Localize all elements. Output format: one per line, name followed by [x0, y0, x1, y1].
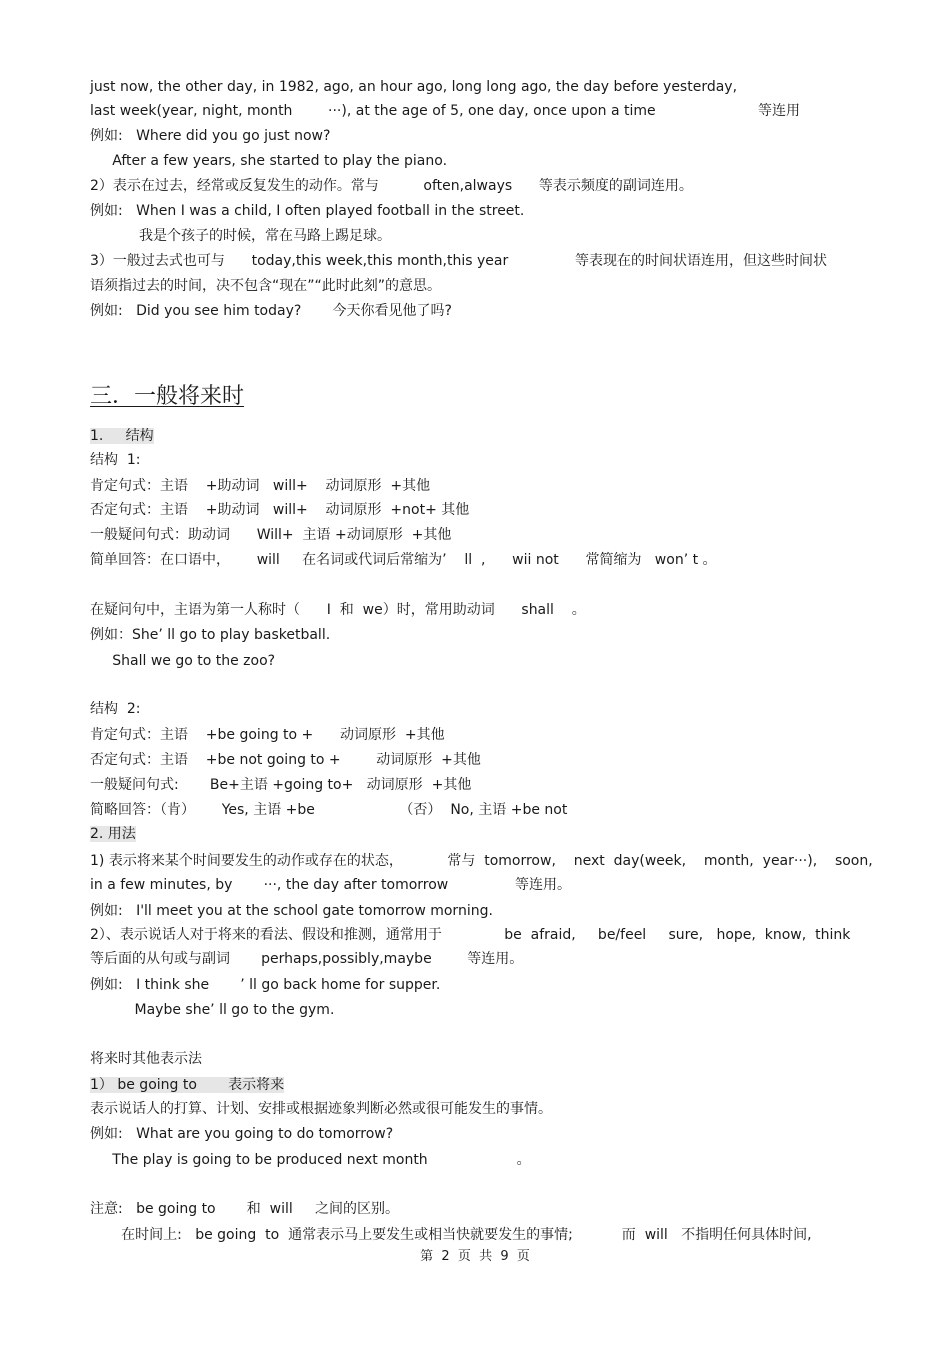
note-title: 注意: be going to 和 will 之间的区别。 [90, 1201, 400, 1217]
structure1-title: 结构 1: [90, 452, 141, 468]
s1-answer: 简单回答：在口语中， will 在名词或代词后常缩为’ ll , wii not 常简缩为 won’ t 。 [90, 552, 717, 568]
s1-question: 一般疑问句式：助动词 Will+ 主语 +动词原形 +其他 [90, 527, 452, 543]
item-usage-label [90, 824, 136, 844]
s2-answer: 简略回答：（肯） Yes, 主语 +be （否） No, 主语 +be not [90, 802, 568, 818]
line-1: just now, the other day, in 1982, ago, an hour ago, long long ago, the day before yesterday, [90, 79, 738, 95]
structure2-title: 结构 2: [90, 701, 141, 717]
section-title: 三．一般将来时 [90, 384, 245, 409]
usage-label-highlight: 2. 用法 [90, 826, 136, 842]
page-footer: 第 2 页 共 9 页 [420, 1249, 530, 1264]
usage-2b: 等后面的从句或与副词 perhaps,possibly,maybe 等连用。 [90, 951, 524, 967]
s1-negative: 否定句式：主语 +助动词 will+ 动词原形 +not+ 其他 [90, 502, 470, 518]
usage-2-example2: Maybe she’ ll go to the gym. [90, 1002, 335, 1018]
item-structure-label [90, 426, 154, 446]
usage-1a: 1) 表示将来某个时间要发生的动作或存在的状态， 常与 tomorrow, next day(week, month, year···), soon, [90, 853, 873, 869]
line-9: 语须指过去的时间，决不包含“现在”“此时此刻”的意思。 [90, 278, 442, 294]
usage-1-example: 例如: I'll meet you at the school gate tomorrow morning. [90, 903, 493, 919]
line-2: last week(year, night, month ···), at the age of 5, one day, once upon a time 等连用 [90, 103, 800, 119]
example-shall: Shall we go to the zoo? [90, 653, 276, 669]
line-3: 例如: Where did you go just now? [90, 128, 331, 144]
s2-question: 一般疑问句式: Be+主语 +going to+ 动词原形 +其他 [90, 777, 472, 793]
usage-1b: in a few minutes, by ···, the day after tomorrow 等连用。 [90, 877, 572, 893]
be-going-to-example1: 例如: What are you going to do tomorrow? [90, 1126, 394, 1142]
structure-label-highlight: 1. 结构 [90, 428, 154, 444]
item-be-going-to-label [90, 1075, 284, 1095]
example-shell: 例如：She’ ll go to play basketball. [90, 627, 331, 643]
line-4: After a few years, she started to play the piano. [90, 153, 448, 169]
be-going-to-example2: The play is going to be produced next month 。 [90, 1152, 531, 1168]
note-time: 在时间上: be going to 通常表示马上要发生或相当快就要发生的事情; 而 will 不指明任何具体时间, [90, 1227, 812, 1243]
be-going-to-desc: 表示说话人的打算、计划、安排或根据迹象判断必然或很可能发生的事情。 [90, 1101, 552, 1117]
line-6: 例如: When I was a child, I often played football in the street. [90, 203, 525, 219]
other-forms-title: 将来时其他表示法 [90, 1051, 202, 1067]
line-8: 3）一般过去式也可与 today,this week,this month,this year 等表现在的时间状语连用，但这些时间状 [90, 253, 827, 269]
line-7: 我是个孩子的时候，常在马路上踢足球。 [90, 228, 391, 244]
usage-2-example1: 例如: I think she ’ ll go back home for supper. [90, 977, 441, 993]
usage-2a: 2）、表示说话人对于将来的看法、假设和推测，通常用于 be afraid, be/feel sure, hope, know, think [90, 927, 851, 943]
be-going-to-highlight: 1） be going to 表示将来 [90, 1077, 285, 1093]
line-10: 例如: Did you see him today? 今天你看见他了吗? [90, 303, 452, 319]
s2-affirmative: 肯定句式：主语 +be going to + 动词原形 +其他 [90, 727, 445, 743]
line-5: 2）表示在过去，经常或反复发生的动作。常与 often,always 等表示频度的副词连用。 [90, 178, 693, 194]
shall-note: 在疑问句中，主语为第一人称时（ I 和 we）时，常用助动词 shall 。 [90, 602, 586, 618]
s1-affirmative: 肯定句式：主语 +助动词 will+ 动词原形 +其他 [90, 478, 431, 494]
s2-negative: 否定句式：主语 +be not going to + 动词原形 +其他 [90, 752, 481, 768]
